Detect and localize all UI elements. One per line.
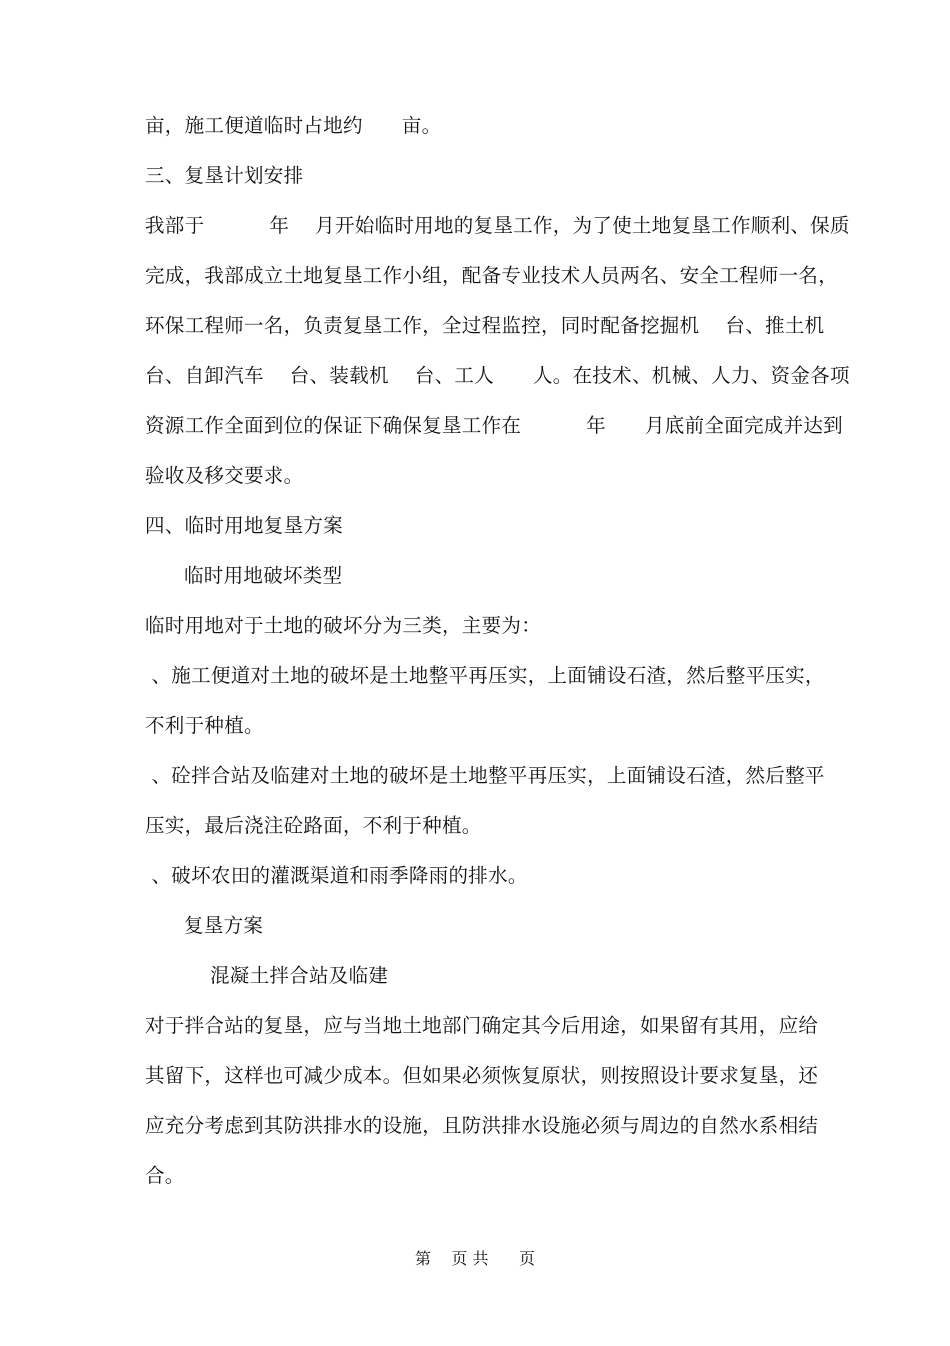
list-item: 、施工便道对土地的破坏是土地整平再压实，上面铺设石渣，然后整平压实， — [145, 664, 825, 687]
body-line: 完成，我部成立土地复垦工作小组，配备专业技术人员两名、安全工程师一名， — [145, 264, 839, 287]
subsection-heading: 临时用地破坏类型 — [145, 564, 343, 587]
body-line: 不利于种植。 — [145, 714, 264, 737]
body-line: 资源工作全面到位的保证下确保复垦工作在 年 月底前全面完成并达到 — [145, 414, 843, 437]
page-footer: 第 页 共 页 — [415, 1249, 535, 1268]
body-line: 对于拌合站的复垦，应与当地土地部门确定其今后用途，如果留有其用，应给 — [145, 1014, 819, 1037]
list-item: 、砼拌合站及临建对土地的破坏是土地整平再压实，上面铺设石渣，然后整平 — [145, 764, 825, 787]
body-line: 验收及移交要求。 — [145, 464, 304, 487]
subsubsection-heading: 混凝土拌合站及临建 — [145, 964, 389, 987]
body-line: 压实，最后浇注砼路面，不利于种植。 — [145, 814, 482, 837]
body-line: 临时用地对于土地的破坏分为三类，主要为： — [145, 614, 542, 637]
list-item: 、破坏农田的灌溉渠道和雨季降雨的排水。 — [145, 864, 528, 887]
body-line: 应充分考虑到其防洪排水的设施，且防洪排水设施必须与周边的自然水系相结 — [145, 1114, 819, 1137]
body-line: 台、自卸汽车 台、装载机 台、工人 人。在技术、机械、人力、资金各项 — [145, 364, 850, 387]
section-heading: 四、临时用地复垦方案 — [145, 514, 344, 537]
body-line: 我部于 年 月开始临时用地的复垦工作，为了使土地复垦工作顺利、保质 — [145, 214, 850, 237]
body-line: 亩，施工便道临时占地约 亩。 — [145, 114, 442, 137]
body-line: 环保工程师一名，负责复垦工作，全过程监控，同时配备挖掘机 台、推土机 — [145, 314, 825, 337]
section-heading: 三、复垦计划安排 — [145, 164, 304, 187]
body-line: 其留下，这样也可减少成本。但如果必须恢复原状，则按照设计要求复垦，还 — [145, 1064, 819, 1087]
subsection-heading: 复垦方案 — [145, 914, 264, 937]
body-line: 合。 — [145, 1164, 185, 1187]
